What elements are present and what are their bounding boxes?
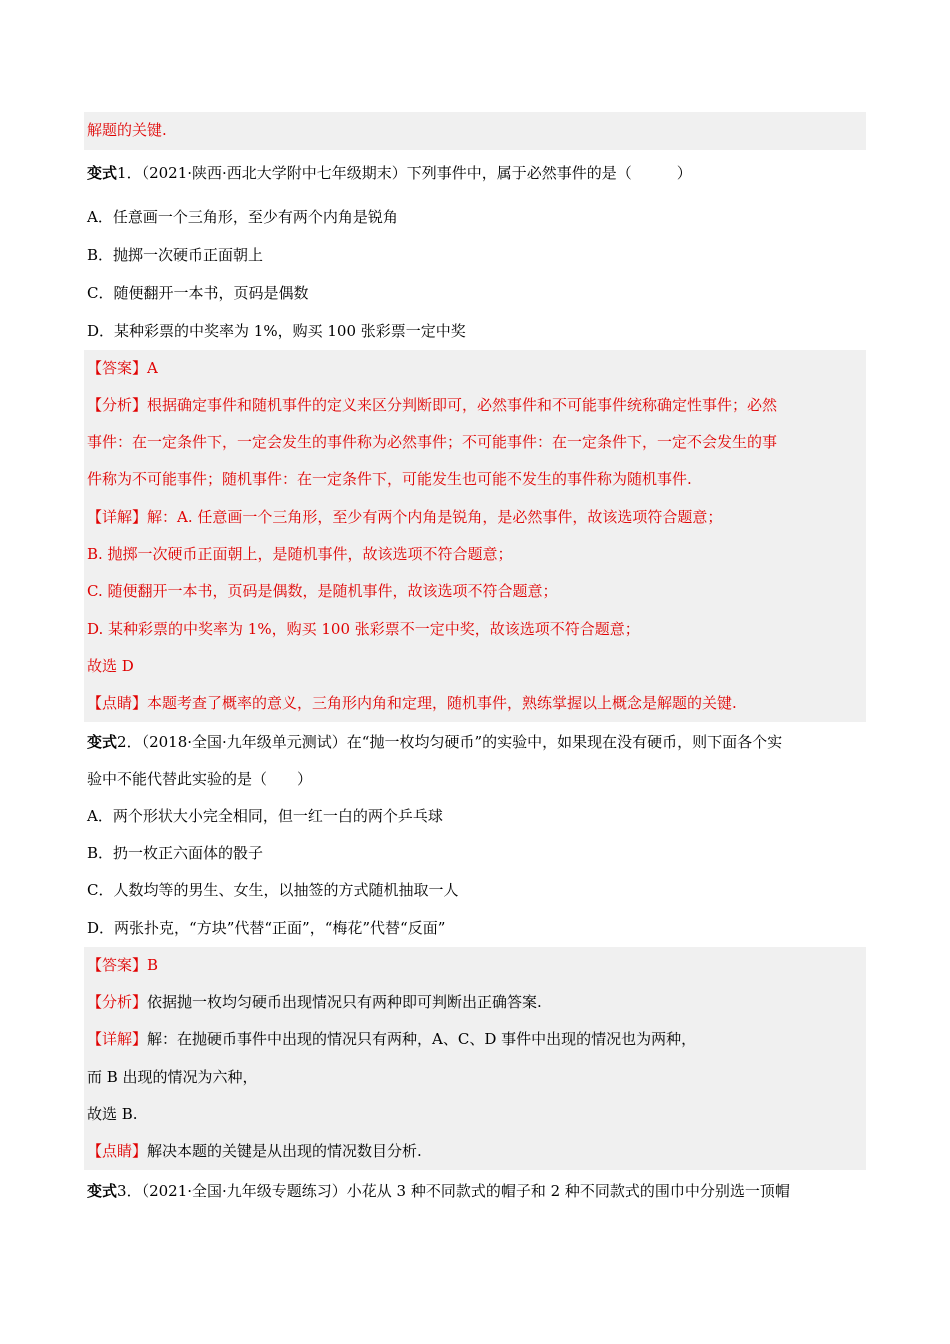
comment-tag: 【点睛】 bbox=[87, 694, 148, 712]
variant2-stem-text: ．（2018·全国·九年级单元测试）在“抛一枚均匀硬币”的实验中，如果现在没有硬币，则下面各个实 bbox=[126, 733, 783, 751]
comment-tag: 【点睛】 bbox=[87, 1142, 148, 1160]
prior-solution-end: 解题的关键. bbox=[87, 121, 167, 139]
variant-number: 1 bbox=[117, 164, 127, 182]
variant1-stem bbox=[87, 155, 866, 192]
variant1-answer bbox=[87, 350, 866, 387]
variant1-detail-line2: B. 抛掷一次硬币正面朝上，是随机事件，故该选项不符合题意； bbox=[87, 545, 513, 563]
variant3-stem bbox=[87, 1173, 866, 1210]
detail-text: 解：A. 任意画一个三角形，至少有两个内角是锐角，是必然事件，故该选项符合题意； bbox=[147, 508, 723, 526]
variant2-detail-line3: 故选 B. bbox=[87, 1105, 138, 1123]
detail-tag: 【详解】 bbox=[87, 508, 148, 526]
variant1-analysis-line1 bbox=[87, 387, 866, 424]
comment-text: 解决本题的关键是从出现的情况数目分析. bbox=[147, 1142, 422, 1160]
analysis-tag: 【分析】 bbox=[87, 993, 148, 1011]
variant-label: 变式 bbox=[87, 733, 118, 751]
analysis-tag: 【分析】 bbox=[87, 396, 148, 414]
variant2-answer bbox=[87, 947, 866, 984]
comment-text: 本题考查了概率的意义，三角形内角和定理，随机事件，熟练掌握以上概念是解题的关键. bbox=[147, 694, 737, 712]
analysis-text: 依据抛一枚均匀硬币出现情况只有两种即可判断出正确答案. bbox=[147, 993, 542, 1011]
variant1-stem-text: ．（2021·陕西·西北大学附中七年级期末）下列事件中，属于必然事件的是（ ） bbox=[126, 164, 692, 182]
variant1-option-b: B．抛掷一次硬币正面朝上 bbox=[87, 246, 264, 264]
variant2-option-c: C．人数均等的男生、女生，以抽签的方式随机抽取一人 bbox=[87, 881, 459, 899]
variant2-stem-line2: 验中不能代替此实验的是（ ） bbox=[87, 770, 313, 788]
variant-label: 变式 bbox=[87, 164, 118, 182]
answer-value: A bbox=[147, 359, 158, 377]
variant-number: 3 bbox=[117, 1182, 127, 1200]
variant1-detail-line1 bbox=[87, 499, 866, 536]
variant1-option-c: C．随便翻开一本书，页码是偶数 bbox=[87, 284, 309, 302]
variant-label: 变式 bbox=[87, 1182, 118, 1200]
variant2-option-d: D．两张扑克，“方块”代替“正面”，“梅花”代替“反面” bbox=[87, 919, 446, 937]
variant2-comment bbox=[87, 1133, 866, 1170]
variant2-detail-line1 bbox=[87, 1021, 866, 1058]
detail-tag: 【详解】 bbox=[87, 1030, 148, 1048]
variant-number: 2 bbox=[117, 733, 127, 751]
variant1-option-d: D．某种彩票的中奖率为 1%，购买 100 张彩票一定中奖 bbox=[87, 322, 466, 340]
answer-tag: 【答案】 bbox=[87, 359, 148, 377]
variant2-option-b: B．扔一枚正六面体的骰子 bbox=[87, 844, 264, 862]
variant2-option-a: A．两个形状大小完全相同，但一红一白的两个乒乓球 bbox=[87, 807, 443, 825]
variant2-stem-line1 bbox=[87, 724, 866, 761]
variant1-choose: 故选 D bbox=[87, 657, 134, 675]
analysis-text: 根据确定事件和随机事件的定义来区分判断即可，必然事件和不可能事件统称确定性事件；必然 bbox=[147, 396, 778, 414]
answer-value: B bbox=[147, 956, 159, 974]
variant3-stem-text: ．（2021·全国·九年级专题练习）小花从 3 种不同款式的帽子和 2 种不同款式的围巾中分别选一顶帽 bbox=[126, 1182, 790, 1200]
variant1-detail-line3: C. 随便翻开一本书，页码是偶数，是随机事件，故该选项不符合题意； bbox=[87, 582, 558, 600]
variant1-analysis-line3: 件称为不可能事件；随机事件：在一定条件下，可能发生也可能不发生的事件称为随机事件. bbox=[87, 470, 692, 488]
variant2-analysis bbox=[87, 984, 866, 1021]
variant1-comment bbox=[87, 685, 866, 722]
answer-tag: 【答案】 bbox=[87, 956, 148, 974]
variant1-analysis-line2: 事件：在一定条件下，一定会发生的事件称为必然事件；不可能事件：在一定条件下，一定不会发生的事 bbox=[87, 433, 778, 451]
variant1-option-a: A．任意画一个三角形，至少有两个内角是锐角 bbox=[87, 208, 398, 226]
variant2-detail-line2: 而 B 出现的情况为六种， bbox=[87, 1068, 258, 1086]
detail-text: 解：在抛硬币事件中出现的情况只有两种，A、C、D 事件中出现的情况也为两种， bbox=[147, 1030, 697, 1048]
variant1-detail-line4: D. 某种彩票的中奖率为 1%，购买 100 张彩票不一定中奖，故该选项不符合题意； bbox=[87, 620, 640, 638]
